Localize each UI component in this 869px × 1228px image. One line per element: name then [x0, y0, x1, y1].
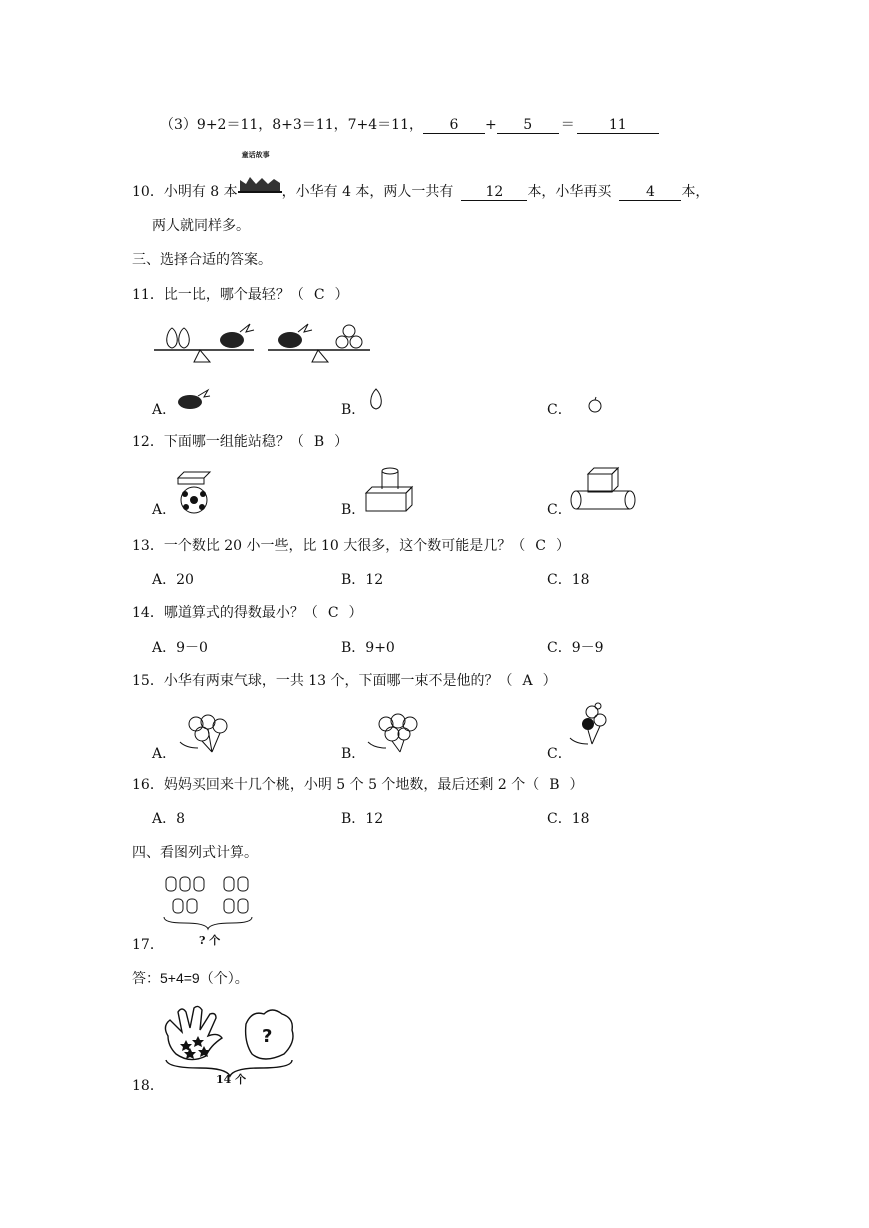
q18-number: 18．: [132, 1078, 164, 1094]
q12-answer[interactable]: B: [313, 434, 325, 450]
q10-blank-2[interactable]: 4: [619, 184, 681, 201]
pear-icon: [366, 387, 386, 411]
q12-stem-line: [132, 431, 348, 451]
q16-answer[interactable]: B: [549, 777, 560, 793]
q13-stem: 13．一个数比 20 小一些，比 10 大很多，这个数可能是几？（: [132, 538, 526, 554]
section-3-heading: 三、选择合适的答案。: [132, 252, 272, 268]
q15-stem-line: [132, 670, 557, 690]
q9-3-prefix: （3）9+2＝11，8+3＝11，7+4＝11，: [160, 117, 423, 133]
q9-3-blank-1[interactable]: 6: [423, 117, 485, 134]
hands-image: [160, 1002, 306, 1078]
q9-3-line: [160, 114, 659, 134]
q12-close: ）: [334, 434, 349, 450]
q17-number: 17．: [132, 937, 164, 953]
q11-option-c[interactable]: C．: [547, 402, 572, 418]
q15-close: ）: [542, 673, 557, 689]
q10-part-4: 本，: [681, 184, 710, 200]
q10-blank-1[interactable]: 12: [461, 184, 527, 201]
q14-stem: 14．哪道算式的得数最小？（: [132, 605, 318, 621]
pineapple-icon: [220, 324, 254, 348]
q16-close: ）: [569, 777, 584, 793]
q15-answer[interactable]: A: [522, 673, 533, 689]
section-4-heading: 四、看图列式计算。: [132, 845, 258, 861]
q9-3-blank-3[interactable]: 11: [577, 117, 659, 134]
q12-option-b[interactable]: B．: [341, 502, 366, 518]
q15-option-a[interactable]: A．: [152, 746, 177, 762]
q12-option-c[interactable]: C．: [547, 502, 572, 518]
q10-part-1: 10．小明有 8 本: [132, 184, 238, 200]
question-mark: ?: [262, 1026, 273, 1047]
q11-stem: 11．比一比，哪个最轻？（: [132, 287, 304, 303]
q14-close: ）: [348, 605, 363, 621]
balance-scales-image: [150, 318, 390, 366]
q11-option-a[interactable]: A．: [152, 402, 177, 418]
box-on-ball-icon: [174, 470, 214, 514]
q13-option-c[interactable]: C．18: [547, 572, 590, 588]
q11-answer[interactable]: C: [313, 287, 325, 303]
q16-option-a[interactable]: A．8: [152, 811, 186, 827]
q16-option-c[interactable]: C．18: [547, 811, 590, 827]
storybook-image: [238, 150, 282, 196]
apples-icon: [336, 325, 362, 348]
q16-stem: 16．妈妈买回来十几个桃，小明 5 个 5 个地数，最后还剩 2 个（: [132, 777, 540, 793]
balloon-bunch-b-icon: [364, 712, 424, 756]
pear-icon: [167, 328, 190, 348]
storybook-title: 童话故事: [241, 150, 270, 159]
q10-part-3: 本，小华再买: [527, 184, 612, 200]
q13-option-a[interactable]: A．20: [152, 572, 194, 588]
balloon-bunch-c-icon: [568, 702, 616, 752]
q11-stem-line: [132, 284, 349, 304]
balloon-bunch-a-icon: [176, 712, 236, 756]
q10-line-2: 两人就同样多。: [152, 218, 250, 234]
q9-3-plus: +: [485, 117, 497, 133]
box-on-cylinder-icon: [568, 466, 638, 512]
q14-stem-line: [132, 602, 363, 622]
q16-option-b[interactable]: B．12: [341, 811, 384, 827]
q9-3-equals: ＝: [560, 117, 575, 133]
q12-option-a[interactable]: A．: [152, 502, 177, 518]
q10-part-2: ，小华有 4 本，两人一共有: [281, 184, 454, 200]
q11-close: ）: [334, 287, 349, 303]
q14-option-c[interactable]: C．9－9: [547, 640, 604, 656]
q15-stem: 15．小华有两束气球，一共 13 个，下面哪一束不是他的？（: [132, 673, 513, 689]
stars-icon: [180, 1036, 210, 1059]
peppers-image: [160, 873, 260, 935]
q17-brace-label: ? 个: [199, 934, 221, 947]
q13-answer[interactable]: C: [535, 538, 546, 554]
q12-stem: 12．下面哪一组能站稳？（: [132, 434, 304, 450]
q16-stem-line: [132, 774, 584, 794]
q15-option-b[interactable]: B．: [341, 746, 366, 762]
q13-stem-line: [132, 535, 570, 555]
q11-option-b[interactable]: B．: [341, 402, 366, 418]
q18-brace-label: 14 个: [216, 1073, 247, 1086]
q13-close: ）: [555, 538, 570, 554]
q17-answer: 答：5+4=9（个）。: [132, 970, 249, 986]
apple-icon: [587, 396, 605, 414]
pineapple-icon: [174, 388, 210, 410]
q9-3-blank-2[interactable]: 5: [497, 117, 559, 134]
q14-answer[interactable]: C: [327, 605, 339, 621]
q14-option-b[interactable]: B．9+0: [341, 640, 395, 656]
q13-option-b[interactable]: B．12: [341, 572, 384, 588]
q10-line-1: [132, 150, 710, 201]
q14-option-a[interactable]: A．9－0: [152, 640, 208, 656]
book-icon: [238, 174, 282, 194]
q15-option-c[interactable]: C．: [547, 746, 572, 762]
cylinder-on-box-icon: [364, 465, 416, 513]
